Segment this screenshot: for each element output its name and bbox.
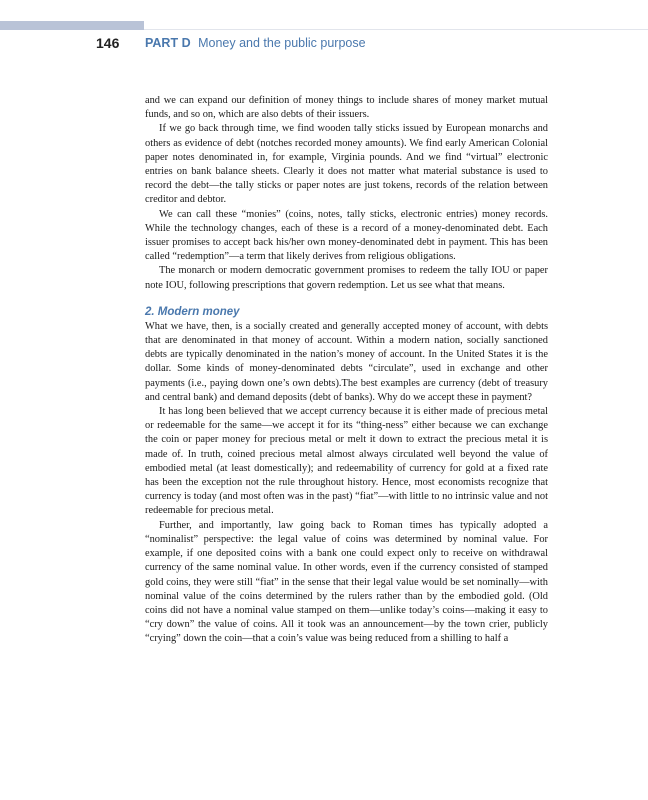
- header-rule: [144, 29, 648, 30]
- header-accent-bar: [0, 21, 144, 30]
- part-title: Money and the public purpose: [198, 36, 366, 50]
- paragraph: If we go back through time, we find wooden tally sticks issued by European monarchs and others as evidence of debt (notches recorded money amounts). We find early American Colonial paper notes denominated in, for example, Virginia pounds. And we find “virtual” electronic entries on bank balance sheets. Clearly it does not matter what material substance is used to record the debt—the tally sticks or paper notes are just tokens, records of the relation between creditor and debtor.: [145, 123, 548, 206]
- paragraph: What we have, then, is a socially created and generally accepted money of account, with debts that are denominated in that money of account. Within a modern nation, socially sanctioned debts are typically denominated in the nation’s money of account. In the United States it is the dollar. Some kinds of money-denominated debts “circulate”, used in exchange and other payments (i.e., paying down one’s own debts).The best examples are currency (debt of treasury and central bank) and demand deposits (debt of banks). Why do we accept these in payment?: [145, 320, 548, 403]
- paragraph: It has long been believed that we accept currency because it is either made of precious metal or redeemable for the same—we accept it for its “thing-ness” either because we can exchange the coin or paper money for precious metal or melt it down to extract the precious metal it is made of. In truth, coined precious metal almost always circulated well beyond the value of embodied metal (at least domestically); and redeemability of currency for gold at a fixed rate has been the exception not the rule throughout history. Hence, most economists recognize that currency is today (and most often was in the past) “fiat”—with little to no intrinsic value and not redeemable for precious metal.: [145, 406, 548, 517]
- page-body: [145, 94, 548, 647]
- paragraph: Further, and importantly, law going back to Roman times has typically adopted a “nominalist” perspective: the legal value of coins was determined by nominal value. For example, if one deposited coins with a bank one could expect only to receive on withdrawal currency of the same nominal value. In other words, even if the currency consisted of stamped gold coins, they were still “fiat” in the sense that their legal value would be set nominally—with nominal value of the coins determined by the rulers rather than by the embodied gold. (Old coins did not have a nominal value stamped on them—unlike today’s coins—making it easy to “cry down” the value of coins. All it took was an announcement—by the town crier, publicly “crying” down the coin—that a coin’s value was being reduced from a shilling to half a: [145, 519, 548, 645]
- paragraph: We can call these “monies” (coins, notes, tally sticks, electronic entries) money records. While the technology changes, each of these is a record of a money-denominated debt. Each issuer promises to accept back his/her own money-denominated debt in payment. This has been called “redemption”—a term that likely derives from religious obligations.: [145, 208, 548, 263]
- section-heading: 2. Modern money: [145, 305, 240, 318]
- part-label: PART D: [145, 36, 191, 50]
- paragraph: and we can expand our definition of money things to include shares of money market mutual funds, and so on, which are also debts of their issuers.: [145, 95, 548, 121]
- running-head: [145, 36, 366, 50]
- page-number: 146: [96, 35, 120, 51]
- paragraph: The monarch or modern democratic government promises to redeem the tally IOU or paper note IOU, following prescriptions that govern redemption. Let us see what that means.: [145, 265, 548, 291]
